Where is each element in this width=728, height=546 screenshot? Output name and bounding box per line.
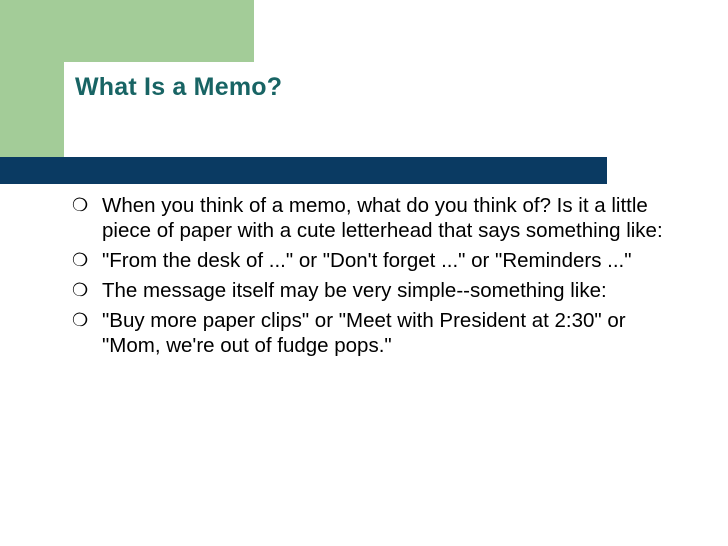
slide-title: What Is a Memo? (75, 73, 283, 101)
bullet-text: "Buy more paper clips" or "Meet with President at 2:30" or "Mom, we're out of fudge pops." (102, 309, 626, 357)
bullet-text: When you think of a memo, what do you think of? Is it a little piece of paper with a cute letterhead that says something like: (102, 194, 663, 242)
bullet-icon: ❍ (72, 195, 89, 215)
bullet-text: The message itself may be very simple--something like: (102, 279, 607, 302)
bullet-item (72, 278, 672, 303)
bullet-text: "From the desk of ..." or "Don't forget ..." or "Reminders ..." (102, 249, 632, 272)
bullet-icon: ❍ (72, 310, 89, 330)
title-underline-bar (0, 157, 607, 184)
bullet-list (72, 193, 672, 363)
bullet-icon: ❍ (72, 250, 89, 270)
bullet-item (72, 308, 672, 358)
bullet-icon: ❍ (72, 280, 89, 300)
bullet-item (72, 248, 672, 273)
bullet-item (72, 193, 672, 243)
